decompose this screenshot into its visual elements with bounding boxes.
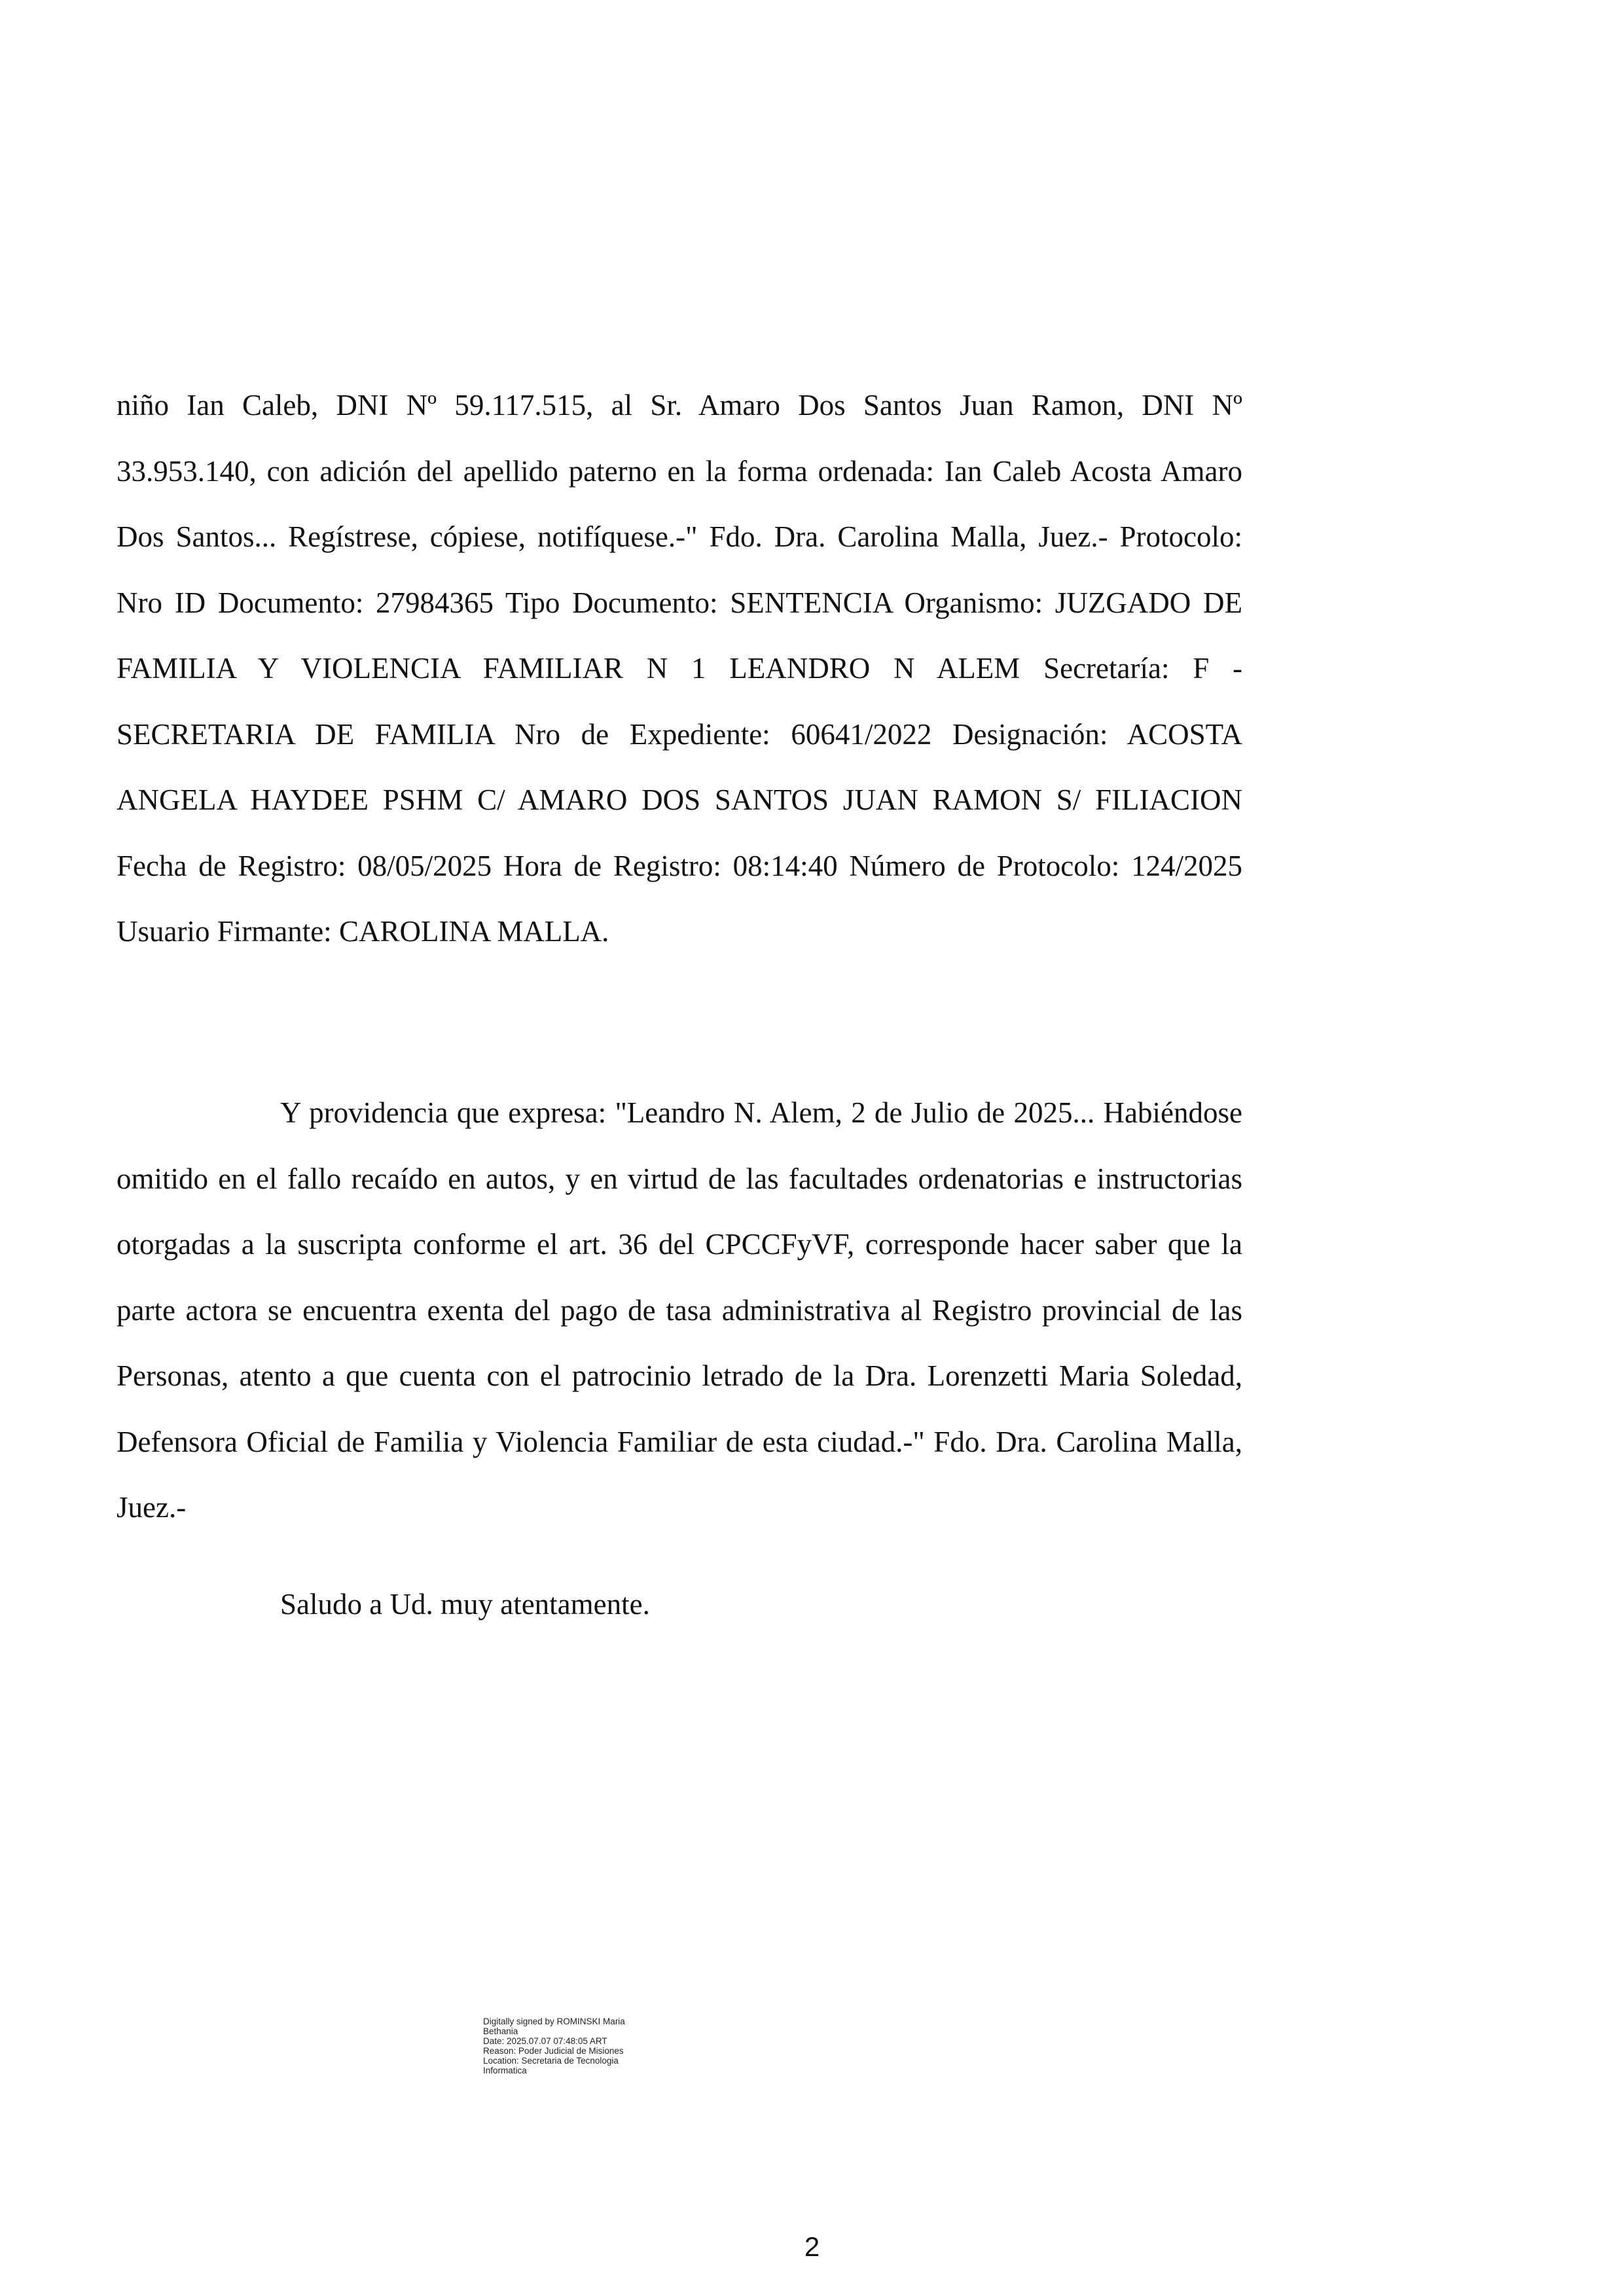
body-paragraph-sentence-summary: niño Ian Caleb, DNI Nº 59.117.515, al Sr. Amaro Dos Santos Juan Ramon, DNI Nº 33.953.140, con adición del apellido paterno en la forma ordenada: Ian Caleb Acosta Amaro Dos Santos... Regístrese, cópiese, notifíquese.-" Fdo. Dra. Carolina Malla, Juez.- Protocolo: Nro ID Documento: 27984365 Tipo Documento: SENTENCIA Organismo: JUZGADO DE FAMILIA Y VIOLENCIA FAMILIAR N 1 LEANDRO N ALEM Secretaría: F - SECRETARIA DE FAMILIA Nro de Expediente: 60641/2022 Designación: ACOSTA ANGELA HAYDEE PSHM C/ AMARO DOS SANTOS JUAN RAMON S/ FILIACION Fecha de Registro: 08/05/2025 Hora de Registro: 08:14:40 Número de Protocolo: 124/2025 Usuario Firmante: CAROLINA MALLA. xyxy=(117,389,1242,948)
signature-line: Date: 2025.07.07 07:48:05 ART xyxy=(483,2036,607,2046)
digital-signature-stamp xyxy=(483,2017,625,2075)
page-number: 2 xyxy=(804,2231,820,2262)
signature-line: Reason: Poder Judicial de Misiones xyxy=(483,2046,624,2056)
signature-line: Location: Secretaria de Tecnologia xyxy=(483,2056,619,2066)
body-paragraph-providencia: Y providencia que expresa: "Leandro N. Alem, 2 de Julio de 2025... Habiéndose omitido en el fallo recaído en autos, y en virtud de las facultades ordenatorias e instructorias otorgadas a la suscripta conforme el art. 36 del CPCCFyVF, corresponde hacer saber que la parte actora se encuentra exenta del pago de tasa administrativa al Registro provincial de las Personas, atento a que cuenta con el patrocinio letrado de la Dra. Lorenzetti Maria Soledad, Defensora Oficial de Familia y Violencia Familiar de esta ciudad.-" Fdo. Dra. Carolina Malla, Juez.- xyxy=(117,1096,1242,1524)
signature-line: Bethania xyxy=(483,2026,518,2036)
closing-salutation: Saludo a Ud. muy atentamente. xyxy=(280,1588,650,1621)
signature-line: Digitally signed by ROMINSKI Maria xyxy=(483,2017,625,2026)
signature-line: Informatica xyxy=(483,2066,527,2075)
